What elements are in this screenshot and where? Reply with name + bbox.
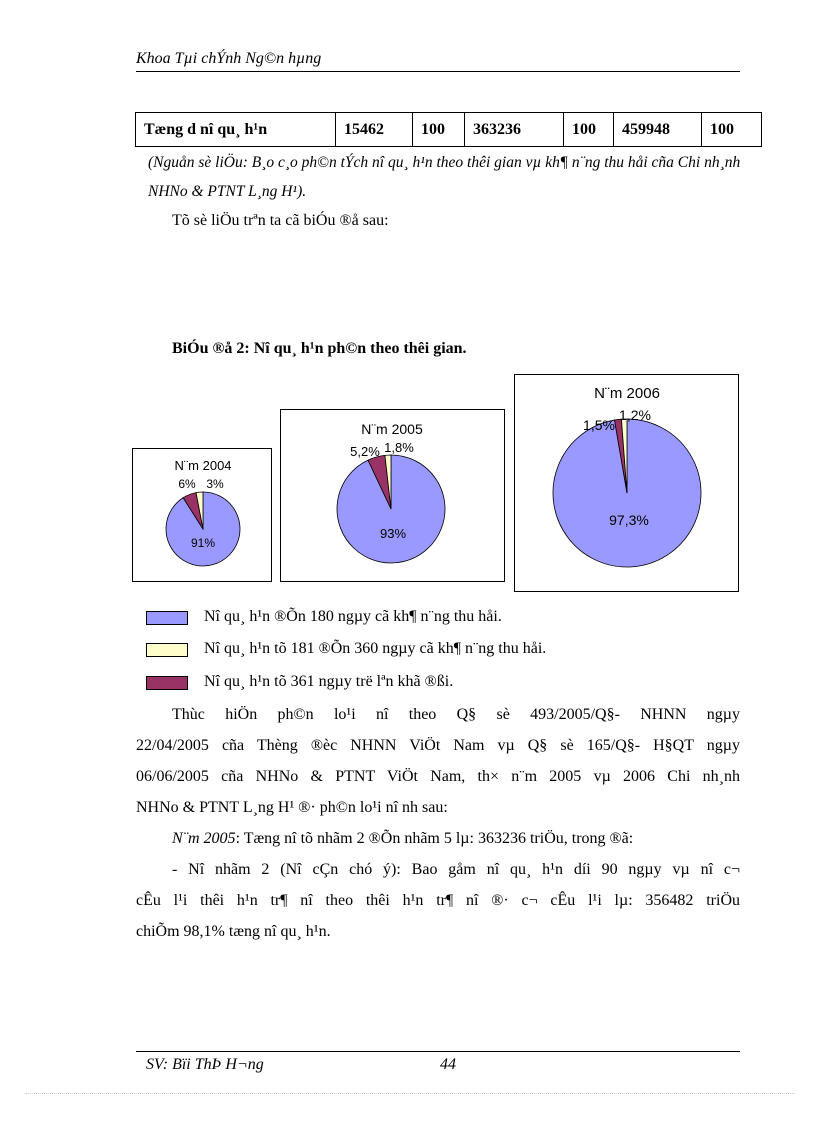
summary-value-cell: 100	[564, 113, 614, 147]
pie-data-label: 6%	[178, 477, 196, 491]
pie-title: N¨m 2005	[361, 421, 423, 437]
legend-swatch	[146, 611, 188, 625]
pie-data-label: 97,3%	[609, 512, 649, 528]
paragraph-line: NHNo & PTNT L¸ng H¹ ®· ph©n lo¹i nî nh sau:	[136, 799, 448, 816]
table-row	[136, 113, 762, 147]
pie-data-label: 91%	[190, 536, 216, 550]
summary-value-cell: 100	[413, 113, 465, 147]
pie-data-label: 93%	[379, 526, 407, 541]
summary-value-cell: 15462	[336, 113, 413, 147]
source-note: (Nguån sè liÖu: B¸o c¸o ph©n tÝch nî qu¸ h¹n theo thêi gian vµ kh¶ n¨ng thu håi cña Chi nh¸nh NHNo & PTNT L¸ng H¹).	[148, 154, 741, 200]
paragraph-line: cÊu l¹i thêi h¹n tr¶ nî theo thêi h¹n tr¶ nî ®· c¬ cÊu l¹i lµ: 356482 triÖu	[136, 892, 740, 909]
pie-svg	[133, 449, 271, 581]
pie-data-label: 1,5%	[583, 417, 615, 433]
legend-label: Nî qu¸ h¹n tõ 361 ngµy trë lªn khã ®ßi.	[204, 673, 454, 690]
pie-title: N¨m 2004	[174, 458, 232, 473]
pie-chart-2005	[280, 409, 505, 582]
summary-value-cell: 100	[702, 113, 762, 147]
intro-line: Tõ sè liÖu trªn ta cã biÓu ®å sau:	[172, 212, 389, 229]
summary-value-cell: 459948	[614, 113, 702, 147]
year-lead: N¨m 2005	[172, 830, 236, 847]
pie-data-label: 1,2%	[619, 407, 651, 423]
pie-title: N¨m 2006	[594, 385, 660, 402]
summary-value-cell: 363236	[465, 113, 564, 147]
pie-data-label: 1,8%	[384, 440, 414, 455]
year-text: : Tæng nî tõ nhãm 2 ®Õn nhãm 5 lµ: 363236 triÖu, trong ®ã:	[235, 830, 634, 847]
legend-label: Nî qu¸ h¹n tõ 181 ®Õn 360 ngµy cã kh¶ n¨ng thu håi.	[204, 640, 547, 657]
legend-swatch	[146, 643, 188, 657]
page-number: 44	[440, 1056, 456, 1073]
paragraph-line: - Nî nhãm 2 (Nî cÇn chó ý): Bao gåm nî qu¸ h¹n díi 90 ngµy vµ nî c¬	[172, 861, 740, 878]
pie-data-label: 5,2%	[350, 444, 380, 459]
page-bottom-divider	[25, 1093, 795, 1094]
summary-label-cell: Tæng d nî qu¸ h¹n	[136, 113, 336, 147]
pie-chart-2004	[132, 448, 272, 582]
paragraph-line: chiÕm 98,1% tæng nî qu¸ h¹n.	[136, 923, 331, 940]
summary-table	[135, 112, 762, 147]
legend-label: Nî qu¸ h¹n ®Õn 180 ngµy cã kh¶ n¨ng thu håi.	[204, 608, 502, 625]
paragraph-line: Thùc hiÖn ph©n lo¹i nî theo Q§ sè 493/2005/Q§- NHNN ngµy	[172, 706, 740, 723]
chart-title: BiÓu ®å 2: Nî qu¸ h¹n ph©n theo thêi gian.	[172, 340, 467, 357]
pie-svg	[281, 410, 504, 581]
page-header-title: Khoa Tµi chÝnh Ng©n hµng	[136, 50, 322, 67]
pie-svg	[515, 375, 738, 591]
legend-swatch	[146, 676, 188, 690]
paragraph-classification	[136, 699, 740, 823]
footer-rule	[136, 1051, 740, 1052]
footer-author: SV: Bïi ThÞ H¬ng	[146, 1056, 264, 1073]
pie-data-label: 3%	[206, 477, 224, 491]
paragraph-year-2005	[136, 823, 740, 854]
paragraph-group-2	[136, 854, 740, 947]
pie-chart-2006	[514, 374, 739, 592]
paragraph-line: 06/06/2005 cña NHNo & PTNT ViÖt Nam, th× n¨m 2005 vµ 2006 Chi nh¸nh	[136, 768, 740, 785]
header-rule	[136, 71, 740, 72]
paragraph-line: 22/04/2005 cña Thèng ®èc NHNN ViÖt Nam vµ Q§ sè 165/Q§- H§QT ngµy	[136, 737, 740, 754]
